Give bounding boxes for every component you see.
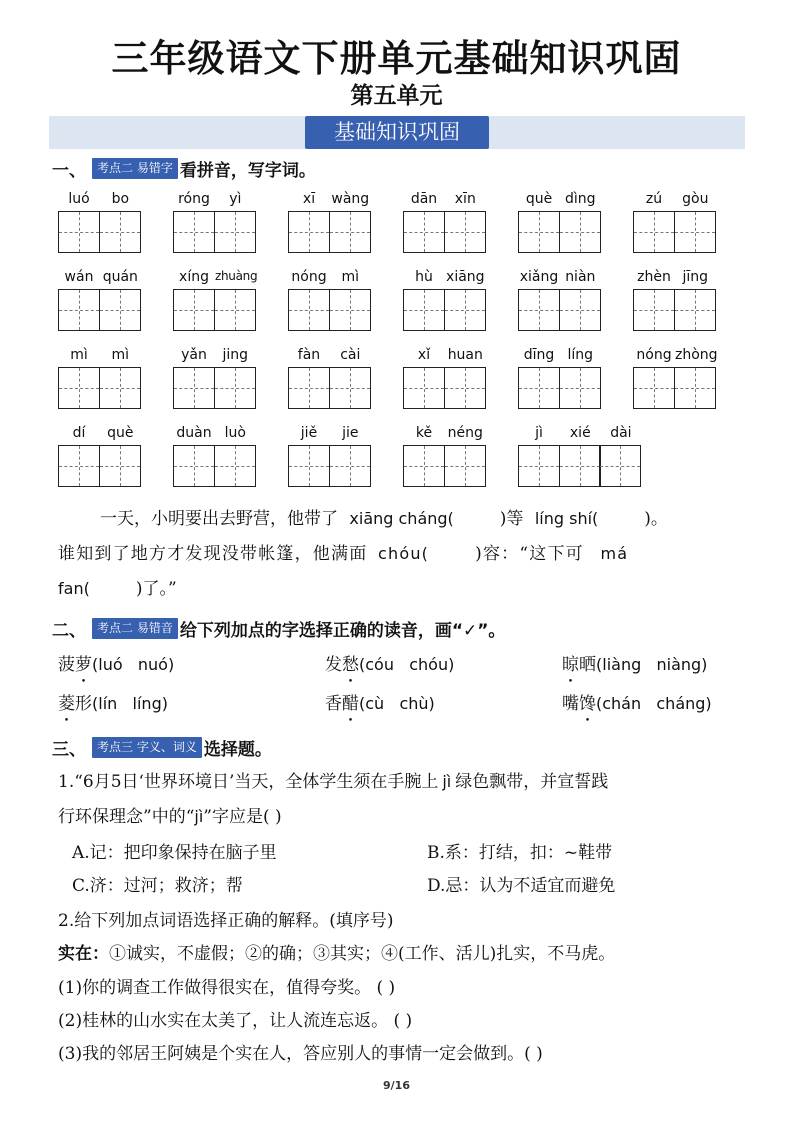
pinyin-syllable: xié	[569, 425, 591, 441]
writing-box[interactable]	[403, 367, 445, 409]
q2-sentence-3: (3)我的邻居王阿姨是个实在人，答应别人的事情一定会做到。( )	[58, 1044, 543, 1064]
reading-char: 馋	[579, 694, 596, 714]
word-item	[633, 347, 716, 409]
pinyin-syllable: xǐ	[417, 347, 431, 363]
writing-box[interactable]	[518, 367, 560, 409]
section1-title: 看拼音，写字词。	[179, 161, 316, 181]
pinyin-syllable: nóng	[636, 347, 672, 363]
pinyin-syllable: jie	[342, 425, 359, 441]
writing-box[interactable]	[403, 289, 445, 331]
writing-box[interactable]	[329, 289, 371, 331]
pinyin-row	[518, 191, 601, 209]
reading-char: 形	[75, 694, 92, 714]
writing-box[interactable]	[633, 289, 675, 331]
reading-char: 发	[325, 655, 342, 675]
writing-boxes	[633, 289, 716, 331]
writing-boxes	[403, 367, 486, 409]
word-item	[288, 425, 371, 487]
word-item	[288, 347, 371, 409]
writing-box[interactable]	[173, 367, 215, 409]
pinyin-syllable: jì	[535, 425, 543, 441]
pinyin-row	[403, 269, 486, 287]
pinyin-syllable: dài	[610, 425, 632, 441]
word-item	[518, 269, 601, 331]
writing-boxes	[58, 211, 141, 253]
section1-badge: 考点二 易错字	[92, 158, 178, 179]
section3-heading	[52, 735, 272, 760]
writing-boxes	[403, 211, 486, 253]
writing-box[interactable]	[99, 367, 141, 409]
pinyin-row	[58, 269, 141, 287]
pinyin-syllable: líng	[567, 347, 594, 363]
writing-box[interactable]	[58, 445, 100, 487]
option-c[interactable]: C.济：过河；救济；帮	[72, 876, 243, 896]
passage-line-1: 一天，小明要出去野营，他带了 xiāng cháng( )等 líng shí( )。	[100, 509, 668, 529]
pinyin-syllable: luó	[68, 191, 90, 207]
writing-box[interactable]	[329, 367, 371, 409]
pinyin-syllable: róng	[178, 191, 210, 207]
option-d[interactable]: D.忌：认为不适宜而避免	[427, 876, 616, 896]
writing-box[interactable]	[518, 445, 560, 487]
writing-boxes	[288, 367, 371, 409]
pinyin-row	[633, 269, 716, 287]
pinyin-row	[173, 347, 256, 365]
writing-box[interactable]	[99, 211, 141, 253]
pinyin-syllable: cài	[340, 347, 361, 363]
reading-options: (liàng niàng)	[596, 655, 708, 674]
writing-box[interactable]	[559, 445, 601, 487]
reading-char: 香	[325, 694, 342, 714]
section3-number: 三、	[52, 740, 86, 760]
writing-box[interactable]	[674, 289, 716, 331]
writing-box[interactable]	[559, 367, 601, 409]
pinyin-row	[288, 347, 371, 365]
word-item	[58, 191, 141, 253]
section2-heading	[52, 616, 505, 641]
pinyin-row	[288, 269, 371, 287]
q1-line-2: 行环保理念”中的“jì”字应是( )	[58, 807, 282, 827]
pinyin-row	[58, 191, 141, 209]
pinyin-syllable: wàng	[331, 191, 370, 207]
section-banner	[49, 116, 745, 149]
word-item	[173, 347, 256, 409]
section3-title: 选择题。	[203, 740, 272, 760]
writing-boxes	[403, 289, 486, 331]
pinyin-syllable: mì	[341, 269, 360, 285]
word-item	[403, 191, 486, 253]
writing-box[interactable]	[288, 211, 330, 253]
writing-box[interactable]	[99, 289, 141, 331]
reading-item[interactable]	[325, 650, 454, 675]
pinyin-syllable: jing	[222, 347, 249, 363]
page-title: 三年级语文下册单元基础知识巩固	[111, 37, 682, 80]
reading-options: (luó nuó)	[92, 655, 175, 674]
reading-item[interactable]	[325, 689, 435, 714]
writing-box[interactable]	[214, 289, 256, 331]
writing-box[interactable]	[288, 367, 330, 409]
passage-line-3: fan( )了。”	[58, 579, 177, 599]
pinyin-row	[288, 191, 371, 209]
writing-box[interactable]	[444, 289, 486, 331]
pinyin-syllable: zhòng	[675, 347, 718, 363]
reading-char: 晒	[579, 655, 596, 675]
writing-box[interactable]	[518, 211, 560, 253]
word-item	[173, 425, 256, 487]
reading-char: 萝	[75, 655, 92, 675]
pinyin-syllable: bo	[111, 191, 130, 207]
pinyin-syllable: wán	[64, 269, 94, 285]
writing-boxes	[58, 289, 141, 331]
writing-box[interactable]	[403, 445, 445, 487]
writing-boxes	[518, 211, 601, 253]
pinyin-syllable: niàn	[565, 269, 596, 285]
writing-boxes	[403, 445, 486, 487]
reading-options: (chán cháng)	[596, 694, 712, 713]
writing-box[interactable]	[173, 211, 215, 253]
writing-boxes	[633, 211, 716, 253]
reading-options: (cóu chóu)	[359, 655, 455, 674]
pinyin-syllable: zhuàng	[215, 269, 258, 283]
writing-boxes	[518, 445, 641, 487]
pinyin-row	[633, 191, 716, 209]
section1-number: 一、	[52, 161, 86, 181]
writing-box[interactable]	[173, 289, 215, 331]
pinyin-syllable: hù	[415, 269, 433, 285]
writing-box[interactable]	[58, 211, 100, 253]
pinyin-row	[288, 425, 371, 443]
pinyin-row	[403, 347, 486, 365]
writing-box[interactable]	[444, 445, 486, 487]
writing-boxes	[633, 367, 716, 409]
section3-badge: 考点三 字义、词义	[92, 737, 202, 758]
writing-box[interactable]	[674, 211, 716, 253]
pinyin-syllable: quán	[102, 269, 138, 285]
pinyin-syllable: xiǎng	[519, 269, 559, 285]
pinyin-syllable: huan	[447, 347, 483, 363]
pinyin-row	[173, 425, 256, 443]
writing-box[interactable]	[329, 211, 371, 253]
word-item	[518, 425, 641, 487]
pinyin-row	[173, 269, 256, 287]
writing-box[interactable]	[58, 289, 100, 331]
pinyin-syllable: xíng	[179, 269, 209, 285]
writing-box[interactable]	[599, 445, 641, 487]
writing-box[interactable]	[559, 211, 601, 253]
word-item	[58, 269, 141, 331]
pinyin-syllable: duàn	[176, 425, 212, 441]
pinyin-row	[518, 425, 641, 443]
writing-boxes	[288, 211, 371, 253]
writing-box[interactable]	[58, 367, 100, 409]
writing-boxes	[518, 367, 601, 409]
pinyin-row	[518, 347, 601, 365]
option-b[interactable]: B.系：打结，扣：~鞋带	[427, 843, 613, 863]
option-a[interactable]: A.记：把印象保持在脑子里	[72, 843, 277, 863]
word-item	[58, 425, 141, 487]
writing-box[interactable]	[518, 289, 560, 331]
pinyin-syllable: néng	[447, 425, 483, 441]
pinyin-syllable: luò	[224, 425, 246, 441]
q2-sentence-1: (1)你的调查工作做得很实在，值得夸奖。 ( )	[58, 978, 396, 998]
pinyin-row	[403, 191, 486, 209]
writing-box[interactable]	[329, 445, 371, 487]
word-item	[403, 269, 486, 331]
pinyin-syllable: nóng	[291, 269, 327, 285]
reading-item[interactable]	[58, 650, 174, 675]
pinyin-syllable: jīng	[682, 269, 709, 285]
word-item	[403, 425, 486, 487]
word-item	[403, 347, 486, 409]
reading-item[interactable]	[58, 689, 168, 714]
pinyin-syllable: xiāng	[446, 269, 485, 285]
writing-boxes	[518, 289, 601, 331]
page-number: 9/16	[383, 1079, 410, 1092]
banner-label: 基础知识巩固	[305, 116, 489, 149]
writing-boxes	[58, 445, 141, 487]
reading-char: 醋	[342, 694, 359, 714]
reading-char: 愁	[342, 655, 359, 675]
writing-box[interactable]	[674, 367, 716, 409]
pinyin-syllable: fàn	[297, 347, 321, 363]
pinyin-syllable: xī	[302, 191, 316, 207]
pinyin-syllable: dān	[410, 191, 438, 207]
word-item	[633, 191, 716, 253]
q1-line-1: 1.“6月5日‘世界环境日’当天，全体学生须在手腕上 jì 绿色飘带，并宣誓践	[58, 772, 609, 792]
pinyin-syllable: yǎn	[181, 347, 207, 363]
writing-boxes	[58, 367, 141, 409]
writing-boxes	[173, 367, 256, 409]
reading-item[interactable]	[562, 689, 712, 714]
pinyin-syllable: què	[525, 191, 553, 207]
writing-box[interactable]	[633, 367, 675, 409]
pinyin-syllable: kě	[415, 425, 433, 441]
reading-item[interactable]	[562, 650, 707, 675]
writing-box[interactable]	[444, 367, 486, 409]
reading-char: 晾	[562, 655, 579, 675]
word-item	[288, 269, 371, 331]
writing-box[interactable]	[99, 445, 141, 487]
pinyin-row	[58, 347, 141, 365]
writing-box[interactable]	[214, 445, 256, 487]
writing-box[interactable]	[288, 289, 330, 331]
word-item	[173, 191, 256, 253]
unit-subtitle: 第五单元	[350, 83, 443, 109]
reading-options: (cù chù)	[359, 694, 435, 713]
reading-options: (lín líng)	[92, 694, 168, 713]
pinyin-syllable: dīng	[523, 347, 555, 363]
pinyin-row	[633, 347, 716, 365]
pinyin-row	[518, 269, 601, 287]
word-item	[173, 269, 256, 331]
section2-title: 给下列加点的字选择正确的读音，画“✓”。	[179, 621, 506, 641]
pinyin-syllable: mì	[111, 347, 130, 363]
section2-badge: 考点二 易错音	[92, 618, 178, 639]
q2-prompt: 2.给下列加点词语选择正确的解释。(填序号)	[58, 911, 394, 931]
reading-char: 菱	[58, 694, 75, 714]
writing-boxes	[173, 211, 256, 253]
pinyin-syllable: dìng	[565, 191, 596, 207]
passage-line-2: 谁知到了地方才发现没带帐篷，他满面 chóu( )容：“这下可 má	[58, 544, 629, 564]
pinyin-row	[58, 425, 141, 443]
word-item	[288, 191, 371, 253]
pinyin-syllable: dí	[72, 425, 86, 441]
writing-boxes	[288, 445, 371, 487]
word-item	[58, 347, 141, 409]
pinyin-syllable: què	[107, 425, 134, 441]
pinyin-syllable: mì	[70, 347, 88, 363]
writing-box[interactable]	[214, 367, 256, 409]
writing-box[interactable]	[288, 445, 330, 487]
pinyin-syllable: yì	[229, 191, 242, 207]
section2-number: 二、	[52, 621, 86, 641]
q2-definitions: 实在：①诚实，不虚假；②的确；③其实；④(工作、活儿)扎实，不马虎。	[58, 944, 616, 964]
pinyin-syllable: jiě	[300, 425, 318, 441]
word-item	[633, 269, 716, 331]
writing-box[interactable]	[214, 211, 256, 253]
writing-box[interactable]	[633, 211, 675, 253]
writing-box[interactable]	[173, 445, 215, 487]
pinyin-row	[173, 191, 256, 209]
writing-box[interactable]	[444, 211, 486, 253]
pinyin-syllable: zhèn	[637, 269, 671, 285]
writing-box[interactable]	[559, 289, 601, 331]
pinyin-syllable: gòu	[682, 191, 709, 207]
pinyin-row	[403, 425, 486, 443]
reading-char: 嘴	[562, 694, 579, 714]
pinyin-syllable: zú	[645, 191, 663, 207]
writing-box[interactable]	[403, 211, 445, 253]
writing-boxes	[173, 445, 256, 487]
writing-boxes	[173, 289, 256, 331]
q2-sentence-2: (2)桂林的山水实在太美了，让人流连忘返。 ( )	[58, 1011, 413, 1031]
pinyin-syllable: xīn	[454, 191, 476, 207]
reading-char: 菠	[58, 655, 75, 675]
writing-boxes	[288, 289, 371, 331]
section1-heading	[52, 156, 316, 181]
word-item	[518, 347, 601, 409]
word-item	[518, 191, 601, 253]
